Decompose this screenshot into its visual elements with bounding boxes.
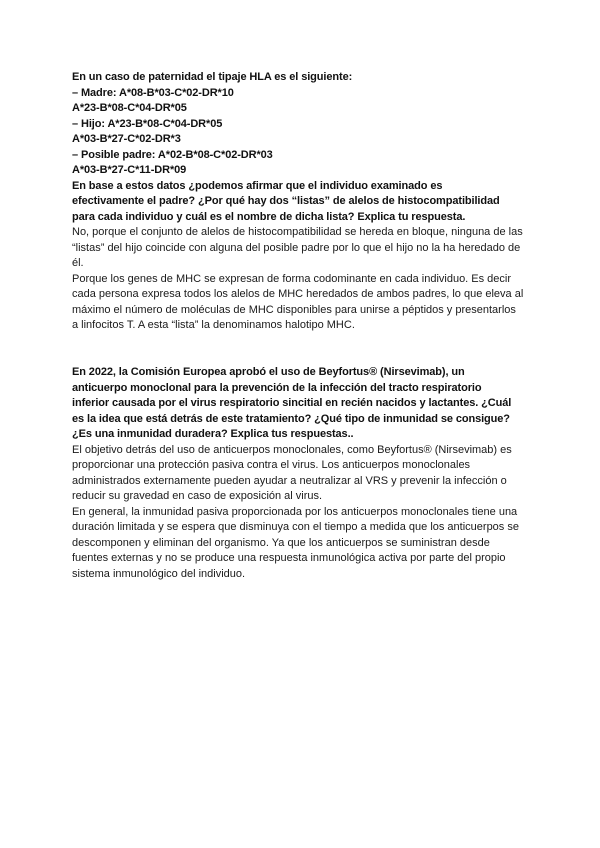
question-line: En 2022, la Comisión Europea aprobó el uso de Beyfortus® (Nirsevimab), un (72, 366, 465, 378)
question-text (72, 365, 532, 443)
answer-line: duración limitada y se espera que disminuya con el tiempo a medida que los anticuerpos se (72, 521, 519, 533)
answer-line: “listas” del hijo coincide con alguna del posible padre por lo que el hijo no la ha heredado de (72, 241, 521, 254)
question-line: A*03-B*27-C*11-DR*09 (72, 164, 187, 176)
question-line: efectivamente el padre? ¿Por qué hay dos “listas” de alelos de histocompatibilidad (72, 195, 500, 207)
answer-line: sistema inmunológico del individuo. (72, 567, 246, 580)
question-line: En un caso de paternidad el tipaje HLA es el siguiente: (72, 71, 353, 83)
question-line: – Hijo: A*23-B*08-C*04-DR*05 (72, 117, 223, 130)
answer-line: él. (72, 257, 84, 269)
answer-text (72, 443, 532, 583)
question-text (72, 70, 532, 225)
section-beyfortus (72, 365, 532, 582)
answer-line: descomponen y eliminan del organismo. Ya que los anticuerpos se suministran desde (72, 536, 490, 549)
question-line: A*03-B*27-C*02-DR*3 (72, 133, 181, 145)
answer-line: Porque los genes de MHC se expresan de forma codominante en cada individuo. Es decir (72, 272, 512, 285)
answer-line: El objetivo detrás del uso de anticuerpos monoclonales, como Beyfortus® (Nirsevimab) es (72, 443, 512, 456)
question-line: para cada individuo y cuál es el nombre de dicha lista? Explica tu respuesta. (72, 210, 466, 223)
question-line: A*23-B*08-C*04-DR*05 (72, 102, 187, 114)
question-line: – Madre: A*08-B*03-C*02-DR*10 (72, 86, 234, 99)
question-line: anticuerpo monoclonal para la prevención de la infección del tracto respiratorio (72, 381, 482, 394)
question-line: ¿Es una inmunidad duradera? Explica tus respuestas.. (72, 428, 354, 440)
answer-line: reducir su gravedad en caso de exposición al virus. (72, 490, 323, 502)
answer-line: proporcionar una protección pasiva contra el virus. Los anticuerpos monoclonales (72, 459, 471, 471)
answer-line: a linfocitos T. A esta “lista” la denominamos halotipo MHC. (72, 319, 355, 331)
answer-text (72, 225, 532, 334)
answer-line: En general, la inmunidad pasiva proporcionada por los anticuerpos monoclonales tiene una (72, 505, 518, 518)
question-line: inferior causada por el virus respiratorio sincitial en recién nacidos y lactantes. ¿Cuál (72, 397, 512, 409)
answer-line: administrados externamente pueden ayudar a neutralizar al VRS y prevenir la infección o (72, 474, 507, 487)
answer-line: fuentes externas y no se produce una respuesta inmunológica activa por parte del propio (72, 552, 506, 564)
question-line: – Posible padre: A*02-B*08-C*02-DR*03 (72, 148, 273, 161)
answer-line: máximo el número de moléculas de MHC disponibles para unirse a péptidos y presentarlos (72, 303, 516, 316)
answer-line: No, porque el conjunto de alelos de histocompatibilidad se hereda en bloque, ninguna de las (72, 226, 523, 238)
question-line: es la idea que está detrás de este tratamiento? ¿Qué tipo de inmunidad se consigue? (72, 412, 510, 425)
section-hla-paternity (72, 70, 532, 334)
question-line: En base a estos datos ¿podemos afirmar que el individuo examinado es (72, 179, 443, 192)
answer-line: cada persona expresa todos los alelos de MHC heredados de ambos padres, lo que eleva al (72, 288, 524, 300)
